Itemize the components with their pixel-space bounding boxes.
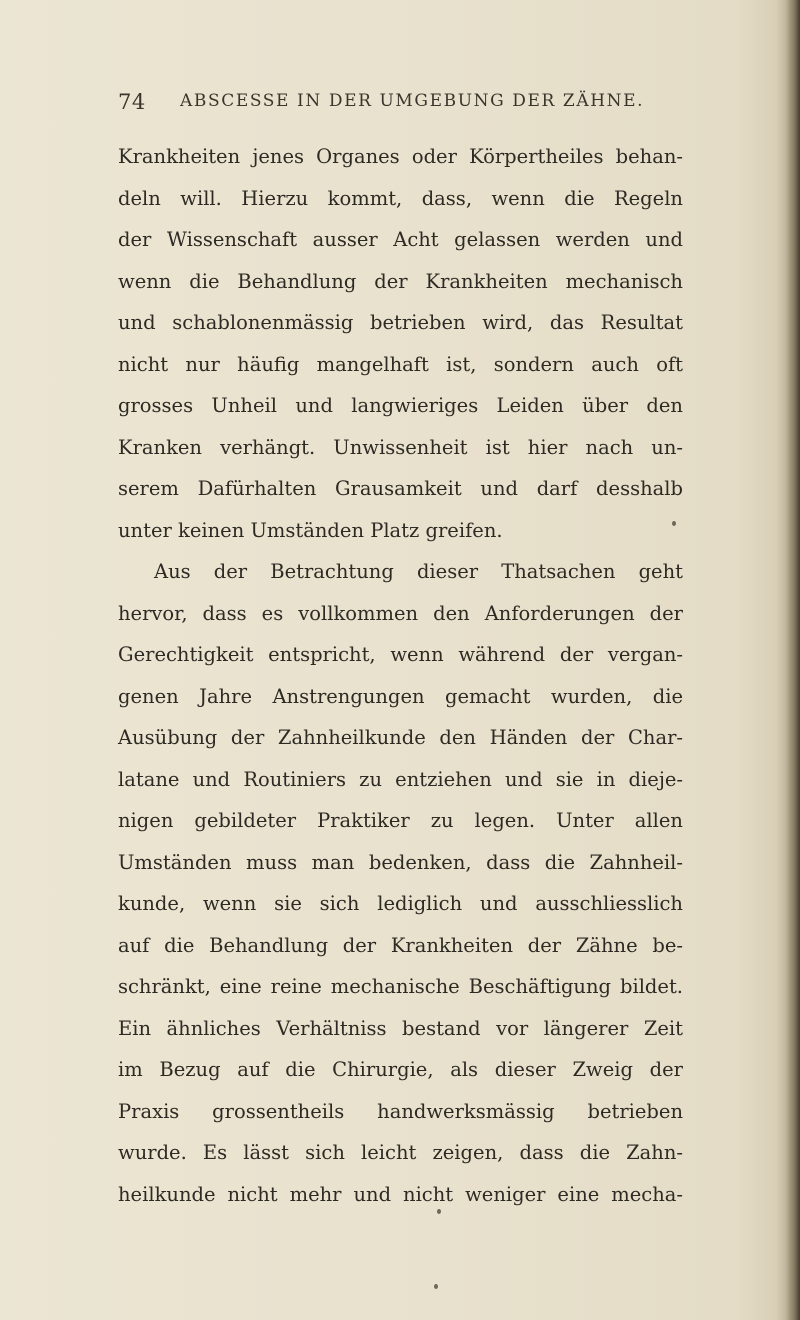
text-line: und schablonenmässig betrieben wird, das Resultat bbox=[118, 311, 683, 334]
text-line: latane und Routiniers zu entziehen und sie in dieje- bbox=[118, 767, 683, 791]
running-title: ABSCESSE IN DER UMGEBUNG DER ZÄHNE. bbox=[180, 91, 645, 111]
text-line: serem Dafürhalten Grausamkeit und darf desshalb bbox=[118, 477, 683, 500]
text-line: Gerechtigkeit entspricht, wenn während der vergan- bbox=[118, 643, 683, 666]
text-line: Ausübung der Zahnheilkunde den Händen der Char- bbox=[118, 726, 683, 749]
ink-speck bbox=[434, 1284, 438, 1289]
text-line: kunde, wenn sie sich lediglich und ausschliesslich bbox=[118, 892, 683, 915]
running-head bbox=[118, 90, 678, 120]
text-line: nicht nur häufig mangelhaft ist, sondern auch oft bbox=[118, 352, 683, 376]
paragraph-start-line: Aus der Betrachtung dieser Thatsachen geht bbox=[154, 560, 683, 583]
page-number: 74 bbox=[118, 90, 146, 114]
text-line: heilkunde nicht mehr und nicht weniger eine mecha- bbox=[118, 1182, 683, 1206]
paragraph-end-line: unter keinen Umständen Platz greifen. bbox=[118, 518, 503, 542]
text-line: deln will. Hierzu kommt, dass, wenn die Regeln bbox=[118, 186, 683, 210]
ink-speck bbox=[672, 521, 676, 526]
text-line: hervor, dass es vollkommen den Anforderungen der bbox=[118, 601, 683, 625]
text-line: schränkt, eine reine mechanische Beschäftigung bildet. bbox=[118, 975, 683, 998]
text-line: der Wissenschaft ausser Acht gelassen werden und bbox=[118, 228, 683, 251]
text-line: wurde. Es lässt sich leicht zeigen, dass die Zahn- bbox=[118, 1141, 683, 1164]
text-line: Ein ähnliches Verhältniss bestand vor längerer Zeit bbox=[118, 1016, 683, 1040]
page-edge-shadow bbox=[786, 0, 800, 1320]
body-text bbox=[118, 136, 683, 1215]
text-line: wenn die Behandlung der Krankheiten mechanisch bbox=[118, 269, 683, 293]
text-line: Kranken verhängt. Unwissenheit ist hier nach un- bbox=[118, 435, 683, 459]
text-line: Praxis grossentheils handwerksmässig betrieben bbox=[118, 1099, 683, 1123]
text-line: genen Jahre Anstrengungen gemacht wurden, die bbox=[118, 684, 683, 708]
text-line: Umständen muss man bedenken, dass die Zahnheil- bbox=[118, 850, 683, 874]
text-line: nigen gebildeter Praktiker zu legen. Unter allen bbox=[118, 809, 683, 832]
text-line: auf die Behandlung der Krankheiten der Zähne be- bbox=[118, 933, 683, 957]
text-line: im Bezug auf die Chirurgie, als dieser Zweig der bbox=[118, 1058, 683, 1081]
text-line: grosses Unheil und langwieriges Leiden über den bbox=[118, 394, 683, 417]
text-line: Krankheiten jenes Organes oder Körpertheiles behan- bbox=[118, 145, 683, 168]
ink-speck bbox=[437, 1209, 441, 1214]
